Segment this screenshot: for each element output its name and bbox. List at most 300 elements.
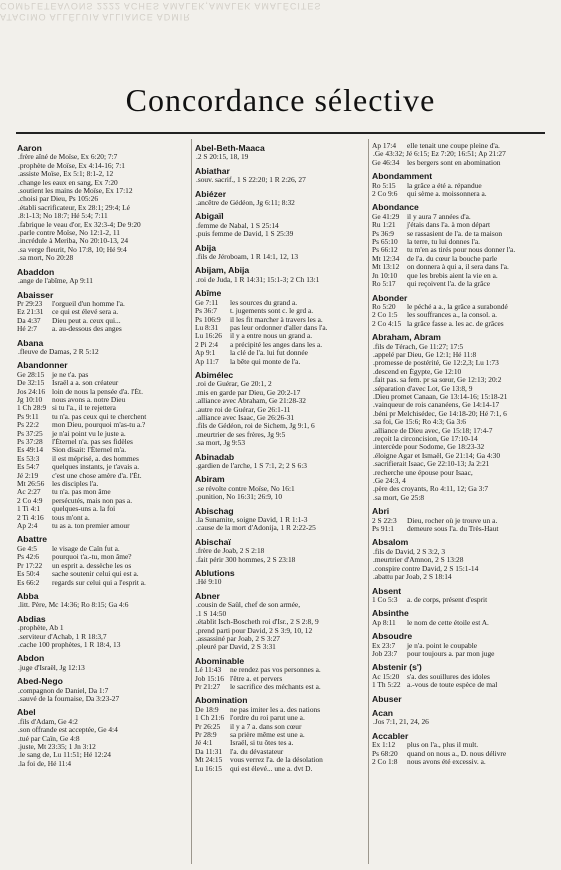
entry-heading: Abaisser xyxy=(17,289,54,300)
verse-excerpt: vous verrez l'a. de la désolation xyxy=(230,756,323,765)
verse-reference: De 18:9 xyxy=(195,705,219,714)
entry-line: .cache 100 prophètes, 1 R 18:4, 13 xyxy=(18,640,121,649)
entry-line xyxy=(17,562,188,570)
verse-excerpt: quelques instants, je t'avais a. xyxy=(52,463,140,472)
entry-line xyxy=(17,413,188,421)
verse-excerpt: j'étais dans l'a. à mon départ xyxy=(407,221,491,230)
verse-reference: Da 4:37 xyxy=(17,316,41,325)
entry-line: .ange de l'abîme, Ap 9:11 xyxy=(18,277,93,286)
entry-line xyxy=(195,756,365,764)
verse-reference: Pr 17:22 xyxy=(17,561,43,570)
verse-excerpt: pourquoi t'a.-tu, mon âme? xyxy=(52,553,132,562)
verse-reference: Ge 28:15 xyxy=(17,370,45,379)
entry-line: .Ge 43:32; Jé 6:15; Ez 7:20; 16:51; Ap 21:27 xyxy=(373,150,506,159)
verse-reference: Mt 12:34 xyxy=(372,254,400,263)
entry-line: .compagnon de Daniel, Da 1:7 xyxy=(18,686,109,695)
verse-reference: Job 15:16 xyxy=(195,674,224,683)
entry-heading: Abattre xyxy=(17,534,48,545)
entry-line xyxy=(372,517,542,525)
entry-line xyxy=(372,303,542,311)
verse-excerpt: je ne t'a. pas xyxy=(52,370,89,379)
entry-line: .sa foi, Ge 15:6; Ro 4:3; Ga 3:6 xyxy=(373,418,466,427)
entry-line: .choisi par Dieu, Ps 105:26 xyxy=(18,195,99,204)
verse-reference: Ps 42:6 xyxy=(17,553,39,562)
bleed-line: ATACIMO ALLÉLUIA ALLIANCE ADMIR xyxy=(0,12,191,22)
entry-line xyxy=(17,505,188,513)
verse-excerpt: elle tenait une coupe pleine d'a. xyxy=(407,142,500,150)
verse-reference: Ps 37:28 xyxy=(17,438,43,446)
entry-line xyxy=(195,739,365,747)
entry-line xyxy=(372,142,542,150)
verse-reference: Ac 15:20 xyxy=(372,672,400,681)
entry-line xyxy=(17,300,188,308)
verse-excerpt: il les fit marcher à travers les a. xyxy=(230,315,323,324)
entry-line xyxy=(195,714,365,722)
entry-line xyxy=(17,404,188,412)
verse-excerpt: les souffrances a., la consol. a. xyxy=(407,311,497,320)
entry-line: .femme de Nabal, 1 S 25:14 xyxy=(196,221,279,230)
entry-line: .fils de Térach, Ge 11:27; 17:5 xyxy=(373,342,464,351)
verse-reference: Lu 16:15 xyxy=(195,764,222,773)
entry-line xyxy=(372,758,542,766)
verse-excerpt: s'a. des souillures des idoles xyxy=(407,672,490,681)
entry-line xyxy=(17,455,188,463)
entry-line: .se révolte contre Moïse, No 16:1 xyxy=(196,484,295,493)
verse-excerpt: les disciples l'a. xyxy=(52,480,99,489)
entry-heading: Abîme xyxy=(195,288,222,299)
verse-reference: 2 Pi 2:4 xyxy=(195,340,218,349)
entry-line: .roi de Guérar, Ge 20:1, 2 xyxy=(196,380,272,389)
entry-line xyxy=(17,446,188,454)
entry-heading: Abischag xyxy=(195,505,234,516)
entry-line xyxy=(372,230,542,238)
verse-excerpt: nous avons a. notre Dieu xyxy=(52,395,126,404)
entry-line: .abattu par Joab, 2 S 18:14 xyxy=(373,573,452,582)
entry-line: .Ge 24:3, 4 xyxy=(373,477,406,486)
entry-line: .reçoit la circoncision, Ge 17:10-14 xyxy=(373,435,478,443)
verse-excerpt: plus on l'a., plus il mult. xyxy=(407,741,479,750)
verse-excerpt: il y aura 7 années d'a. xyxy=(407,212,471,221)
verse-excerpt: a.-vous de toute espèce de mal xyxy=(407,681,498,690)
entry-heading: Abominable xyxy=(195,655,245,666)
entry-line xyxy=(17,497,188,505)
entry-line: .alliance avec Isaac, Ge 26:26-31 xyxy=(196,413,295,422)
entry-line xyxy=(195,675,365,683)
verse-excerpt: ne rendez pas vos personnes a. xyxy=(230,666,321,675)
entry-line xyxy=(17,579,188,587)
verse-reference: Ap 9:1 xyxy=(195,349,216,358)
page-title: Concordance sélective xyxy=(125,82,436,118)
entry-line xyxy=(372,190,542,198)
verse-reference: 2 Co 1:5 xyxy=(372,311,398,320)
entry-heading: Absoudre xyxy=(372,631,413,642)
entry-line xyxy=(17,325,188,333)
concordance-column xyxy=(191,139,368,864)
entry-line: .meurtrier d'Amnon, 2 S 13:28 xyxy=(373,556,464,565)
entry-heading: Abba xyxy=(17,590,39,601)
entry-line: .change les eaux en sang, Ex 7:20 xyxy=(18,178,118,187)
concordance-column xyxy=(14,139,191,864)
entry-line: .mis en garde par Dieu, Ge 20:2-17 xyxy=(196,388,301,397)
verse-excerpt: les bergers sont en abomination xyxy=(407,158,501,167)
verse-reference: Pr 21:27 xyxy=(195,682,221,691)
verse-excerpt: le péché a a., la grâce a surabondé xyxy=(407,302,508,311)
verse-reference: Jé 2:19 xyxy=(17,471,39,480)
verse-excerpt: Dieu peut a. ceux qui... xyxy=(52,316,121,325)
verse-reference: Mt 26:56 xyxy=(17,480,45,489)
entry-line xyxy=(372,159,542,167)
entry-line: .fait périr 300 hommes, 2 S 23:18 xyxy=(196,555,296,564)
verse-excerpt: la clé de l'a. lui fut donnée xyxy=(230,349,308,358)
verse-excerpt: a. au-dessous des anges xyxy=(52,325,122,334)
entry-line: .fleuve de Damas, 2 R 5:12 xyxy=(18,347,99,356)
entry-line xyxy=(17,396,188,404)
entry-line xyxy=(195,324,365,332)
verse-excerpt: l'ordre du roi parut une a. xyxy=(230,714,305,723)
entry-line xyxy=(372,182,542,190)
verse-reference: 1 Ch 21:6 xyxy=(195,714,225,723)
verse-reference: Ex 1:12 xyxy=(372,741,396,750)
entry-line xyxy=(17,570,188,578)
verse-reference: Ps 106:9 xyxy=(195,315,221,324)
entry-line xyxy=(372,221,542,229)
entry-line: .fait pas. sa fem. pr sa sœur, Ge 12:13; 20:2 xyxy=(373,376,502,385)
entry-heading: Aaron xyxy=(17,143,42,153)
verse-excerpt: l'a. du dévastateur xyxy=(230,747,284,756)
entry-heading: Abaddon xyxy=(17,266,55,277)
entry-line: .ancêtre de Gédéon, Jg 6:11; 8:32 xyxy=(196,199,295,208)
entry-line xyxy=(195,307,365,315)
entry-line xyxy=(372,213,542,221)
entry-heading: Abdon xyxy=(17,653,45,664)
entry-line: .fils d'Adam, Ge 4:2 xyxy=(18,717,78,726)
entry-line: .sa mort, No 20:28 xyxy=(18,254,74,263)
entry-line: .son offrande est acceptée, Ge 4:4 xyxy=(18,726,118,735)
entry-line: .souv. sacrif., 1 S 22:20; 1 R 2:26, 27 xyxy=(196,176,306,185)
entry-line xyxy=(17,553,188,561)
entry-heading: Abischaï xyxy=(195,536,231,547)
entry-line: .alliance de Dieu avec, Ge 15:18; 17:4-7 xyxy=(373,426,493,435)
concordance-column xyxy=(368,139,545,864)
entry-line: .cause de la mort d'Adonija, 1 R 2:22-25 xyxy=(196,524,316,533)
verse-reference: Ex 23:7 xyxy=(372,641,396,650)
verse-excerpt: qui est élevé... une a. dvt D. xyxy=(230,764,313,773)
entry-line: .béni pr Melchisédec, Ge 14:18-20; Hé 7:1, 6 xyxy=(373,409,507,418)
verse-excerpt: tu as a. ton premier amour xyxy=(52,522,130,531)
verse-excerpt: tous m'ont a. xyxy=(52,513,90,522)
verse-excerpt: que les brebis aient la vie en a. xyxy=(407,271,498,280)
entry-line xyxy=(17,388,188,396)
entry-line xyxy=(372,255,542,263)
verse-reference: 1 Ti 4:1 xyxy=(17,505,41,514)
entry-line: .frère aîné de Moïse, Ex 6:20; 7:7 xyxy=(18,153,118,162)
entry-heading: Abraham, Abram xyxy=(372,332,441,343)
verse-excerpt: le visage de Caïn fut a. xyxy=(52,544,120,553)
verse-excerpt: l'être a. et pervers xyxy=(230,674,283,683)
entry-line: .la foi de, Hé 11:4 xyxy=(18,759,72,768)
verse-excerpt: ne pas imiter les a. des nations xyxy=(230,705,321,714)
entry-heading: Accabler xyxy=(372,730,409,741)
entry-line: .sa mort, Ge 25:8 xyxy=(373,493,425,502)
verse-excerpt: le sacrifice des méchants est a. xyxy=(230,682,321,691)
verse-reference: Ap 8:11 xyxy=(372,618,396,627)
verse-excerpt: pour toujours a. par mon juge xyxy=(407,649,495,658)
verse-excerpt: de l'a. du cœur la bouche parle xyxy=(407,254,498,263)
verse-excerpt: regards sur celui qui a l'esprit a. xyxy=(52,578,146,587)
entry-line xyxy=(195,731,365,739)
entry-line: .sa verge fleurit, No 17:8, 10; Hé 9:4 xyxy=(18,245,127,254)
entry-line xyxy=(195,332,365,340)
verse-excerpt: persécutés, mais non pas a. xyxy=(52,496,133,505)
entry-line xyxy=(17,472,188,480)
verse-excerpt: un esprit a. dessèche les os xyxy=(52,561,132,570)
verse-reference: Ps 68:20 xyxy=(372,749,398,758)
entry-heading: Absent xyxy=(372,585,402,596)
verse-reference: 2 Co 4:15 xyxy=(372,319,402,328)
entry-line xyxy=(17,421,188,429)
entry-line xyxy=(372,750,542,758)
entry-line xyxy=(195,349,365,357)
verse-reference: Ps 66:12 xyxy=(372,246,398,255)
entry-heading: Abdias xyxy=(17,613,46,624)
verse-excerpt: Israël a a. son créateur xyxy=(52,379,119,388)
verse-reference: Es 50:4 xyxy=(17,570,40,579)
verse-reference: Jg 10:10 xyxy=(17,395,43,404)
verse-reference: Pr 26:25 xyxy=(195,722,221,731)
verse-reference: Jos 24:16 xyxy=(17,387,46,396)
verse-reference: De 32:15 xyxy=(17,379,45,388)
entry-line: .soutient les mains de Moïse, Ex 17:12 xyxy=(18,187,133,196)
bleed-line: COMPLETEAVONS 2222 ACHES AMALEK,AMALEK AMALÉCITES xyxy=(0,1,322,11)
verse-excerpt: se rassasient de l'a. de ta maison xyxy=(407,229,503,238)
entry-line: .le sang de, Lu 11:51; Hé 12:24 xyxy=(18,751,111,760)
verse-reference: 2 Co 1:8 xyxy=(372,758,398,766)
verse-reference: Ps 22:2 xyxy=(17,421,39,430)
entry-line: .incrédule à Meriba, No 20:10-13, 24 xyxy=(18,237,129,246)
verse-reference: Jn 10:10 xyxy=(372,271,398,280)
entry-line xyxy=(372,673,542,681)
entry-line: .fils de Gédéon, roi de Sichem, Jg 9:1, 6 xyxy=(196,422,315,431)
entry-line xyxy=(372,263,542,271)
entry-line: .fabrique le veau d'or, Ex 32:3-4; De 9:20 xyxy=(18,220,141,229)
verse-excerpt: la bête qui monte de l'a. xyxy=(230,357,301,366)
entry-line: .Hé 9:10 xyxy=(196,578,222,587)
entry-line: .séparation d'avec Lot, Ge 13:8, 9 xyxy=(373,384,473,393)
entry-heading: Abinadab xyxy=(195,451,235,462)
verse-reference: Ps 36:9 xyxy=(372,229,394,238)
verse-excerpt: qui sème a. moissonnera a. xyxy=(407,190,487,199)
entry-heading: Abel xyxy=(17,707,36,718)
entry-line: .tué par Caïn, Ge 4:8 xyxy=(18,734,80,743)
entry-line: .fils de Jéroboam, 1 R 14:1, 12, 13 xyxy=(196,253,299,262)
entry-line: .pleuré par David, 2 S 3:31 xyxy=(196,643,276,652)
entry-line xyxy=(195,341,365,349)
entry-line xyxy=(195,748,365,756)
entry-heading: Abondamment xyxy=(372,171,433,182)
entry-line xyxy=(195,358,365,366)
entry-line: .intercède pour Sodome, Ge 18:23-32 xyxy=(373,443,485,452)
concordance-columns xyxy=(14,139,545,864)
entry-heading: Abija xyxy=(195,242,217,253)
verse-reference: Ge 4:5 xyxy=(17,544,37,553)
entry-line: .établit Isch-Boscheth roi d'Isr., 2 S 2:8, 9 xyxy=(196,618,319,627)
verse-reference: Mt 13:12 xyxy=(372,263,400,272)
verse-excerpt: il est méprisé, a. des hommes xyxy=(52,454,139,463)
entry-line: .conspire contre David, 2 S 15:1-14 xyxy=(373,564,479,573)
verse-reference: Ro 5:17 xyxy=(372,280,396,289)
entry-line: .prophète de Moïse, Ex 4:14-16; 7:1 xyxy=(18,161,125,170)
verse-excerpt: le nom de cette étoile est A. xyxy=(407,618,489,627)
entry-heading: Ablutions xyxy=(195,568,235,579)
verse-reference: Lu 8:31 xyxy=(195,323,219,332)
entry-line: .assassiné par Joab, 2 S 3:27 xyxy=(196,634,280,643)
verse-reference: Ps 9:11 xyxy=(17,412,39,421)
entry-heading: Abed-Nego xyxy=(17,676,63,687)
verse-excerpt: je n'ai point vu le juste a. xyxy=(52,429,126,438)
entry-line: .promesse de postérité, Ge 12:2,3; Lu 1:73 xyxy=(373,359,499,368)
entry-line xyxy=(372,650,542,658)
verse-excerpt: loin de nous la pensée d'a. l'Ét. xyxy=(52,387,143,396)
verse-reference: Job 23:7 xyxy=(372,649,398,658)
entry-line xyxy=(17,480,188,488)
verse-excerpt: il y a 7 a. dans son cœur xyxy=(230,722,302,731)
entry-heading: Abonder xyxy=(372,292,408,303)
entry-line xyxy=(17,522,188,530)
entry-line xyxy=(195,765,365,773)
entry-heading: Abondance xyxy=(372,202,419,213)
entry-line: .meurtrier de ses frères, Jg 9:5 xyxy=(196,430,286,439)
verse-reference: 2 Ti 4:16 xyxy=(17,513,44,522)
entry-line xyxy=(372,681,542,689)
entry-line xyxy=(372,320,542,328)
entry-line xyxy=(17,379,188,387)
entry-line: .punition, No 16:31; 26:9, 10 xyxy=(196,493,283,502)
verse-reference: Ps 36:7 xyxy=(195,307,217,316)
entry-heading: Abri xyxy=(372,506,390,517)
verse-reference: Ap 17:4 xyxy=(372,142,397,150)
verse-excerpt: la terre, tu lui donnes l'a. xyxy=(407,238,480,247)
entry-line xyxy=(17,488,188,496)
verse-excerpt: nous avons été excessiv. a. xyxy=(407,758,486,766)
verse-reference: 1 Th 5:22 xyxy=(372,681,401,690)
entry-line: .sauvé de la fournaise, Da 3:23-27 xyxy=(18,694,120,703)
entry-line: .sacrifierait Isaac, Ge 22:10-13; Ja 2:21 xyxy=(373,460,490,469)
verse-excerpt: on donnera à qui a, il sera dans l'a. xyxy=(407,263,509,272)
entry-line xyxy=(195,666,365,674)
entry-heading: Abner xyxy=(195,590,220,601)
verse-excerpt: la grâce a été a. répandue xyxy=(407,181,482,190)
verse-reference: Jé 4:1 xyxy=(195,739,213,748)
verse-reference: 2 Co 9:6 xyxy=(372,190,398,199)
entry-heading: Abstenir (s') xyxy=(372,662,422,673)
entry-line xyxy=(195,316,365,324)
verse-excerpt: quand on nous a., D. nous délivre xyxy=(407,749,507,758)
entry-line: .2 S 20:15, 18, 19 xyxy=(196,153,249,162)
entry-line xyxy=(372,280,542,288)
entry-heading: Abiathar xyxy=(195,165,230,176)
verse-reference: Mt 24:15 xyxy=(195,756,223,765)
entry-line xyxy=(372,741,542,749)
entry-line: .établi sacrificateur, Ex 28:1; 29:4; Lé xyxy=(18,203,130,212)
entry-line xyxy=(372,311,542,319)
entry-line: .serviteur d'Achab, 1 R 18:3,7 xyxy=(18,632,107,641)
verse-reference: Ps 37:25 xyxy=(17,429,43,438)
entry-heading: Abigaïl xyxy=(195,211,224,222)
verse-excerpt: a. de corps, présent d'esprit xyxy=(407,595,488,604)
entry-heading: Abomination xyxy=(195,695,248,706)
verse-reference: Es 53:3 xyxy=(17,454,40,463)
entry-line xyxy=(195,723,365,731)
entry-line: .prend parti pour David, 2 S 3:9, 10, 12 xyxy=(196,626,313,635)
verse-excerpt: tu n'a. pas ceux qui te cherchent xyxy=(52,412,147,421)
entry-line: .juste, Mt 23:35; 1 Jn 3:12 xyxy=(18,743,96,751)
verse-excerpt: Sion disait: l'Éternel m'a. xyxy=(52,446,127,455)
entry-line: .gardien de l'arche, 1 S 7:1, 2; 2 S 6:3 xyxy=(196,462,307,470)
verse-reference: Pr 29:23 xyxy=(17,299,43,308)
verse-excerpt: Israël, si tu ôtes tes a. xyxy=(230,739,294,748)
verse-reference: Ge 7:11 xyxy=(195,298,219,307)
entry-line xyxy=(195,706,365,714)
entry-line: .vainqueur de rois cananéens, Ge 14:14-17 xyxy=(373,401,500,410)
verse-excerpt: sache soutenir celui qui est a. xyxy=(52,570,139,579)
entry-heading: Abuser xyxy=(372,693,402,704)
verse-reference: Ps 65:10 xyxy=(372,238,398,247)
entry-line xyxy=(17,463,188,471)
verse-excerpt: il y a entre nous un grand a. xyxy=(230,332,313,341)
entry-line: .éloigne Agar et Ismaël, Ge 21:14; Ga 4:30 xyxy=(373,451,501,460)
entry-line xyxy=(372,525,542,533)
entry-line: .alliance avec Abraham, Ge 21:28-32 xyxy=(196,397,306,406)
entry-line: .puis femme de David, 1 S 25:39 xyxy=(196,230,294,239)
entry-line xyxy=(372,596,542,604)
entry-line xyxy=(372,246,542,254)
verse-reference: 1 Ch 28:9 xyxy=(17,404,47,413)
entry-line xyxy=(372,642,542,650)
verse-reference: Ap 2:4 xyxy=(17,522,38,531)
entry-line: .recherche une épouse pour Isaac, xyxy=(373,468,473,477)
verse-excerpt: l'orgueil d'un homme l'a. xyxy=(52,299,125,308)
verse-reference: 2 Co 4:9 xyxy=(17,496,43,505)
verse-reference: 1 Co 5:3 xyxy=(372,595,398,604)
verse-excerpt: t. jugements sont c. le grd a. xyxy=(230,307,314,316)
entry-line xyxy=(195,683,365,691)
verse-excerpt: Dieu, rocher où je trouve un a. xyxy=(407,516,498,525)
verse-excerpt: demeure sous l'a. du Très-Haut xyxy=(407,525,499,534)
verse-excerpt: mon Dieu, pourquoi m'as-tu a.? xyxy=(52,421,146,430)
entry-line: .parle contre Moïse, No 12:1-2, 11 xyxy=(18,229,120,238)
verse-reference: Es 66:2 xyxy=(17,578,40,587)
verse-reference: Ro 5:20 xyxy=(372,302,396,311)
entry-heading: Abimélec xyxy=(195,369,234,380)
verse-reference: Hé 2:7 xyxy=(17,325,37,334)
entry-line: .1 S 14:50 xyxy=(196,609,227,618)
bleed-through-text xyxy=(0,0,561,24)
verse-excerpt: sa prière même est une a. xyxy=(230,730,305,739)
entry-line: .la Sunamite, soigne David, 1 R 1:1-3 xyxy=(196,516,308,525)
verse-excerpt: les sources du grand a. xyxy=(230,298,298,307)
entry-line xyxy=(17,514,188,522)
entry-line: .appelé par Dieu, Ge 12:1; Hé 11:8 xyxy=(373,350,477,359)
verse-excerpt: quelques-uns a. la foi xyxy=(52,505,116,514)
entry-heading: Abana xyxy=(17,337,44,348)
entry-line: .juge d'Israël, Jg 12:13 xyxy=(18,663,85,672)
entry-heading: Absalom xyxy=(372,537,409,548)
entry-line xyxy=(372,238,542,246)
verse-excerpt: la grâce fasse a. les ac. de grâces xyxy=(407,319,504,328)
verse-excerpt: a précipité les anges dans les a. xyxy=(230,340,323,349)
verse-reference: Pr 28:9 xyxy=(195,730,217,739)
verse-excerpt: ce qui est élevé sera a. xyxy=(52,308,119,317)
